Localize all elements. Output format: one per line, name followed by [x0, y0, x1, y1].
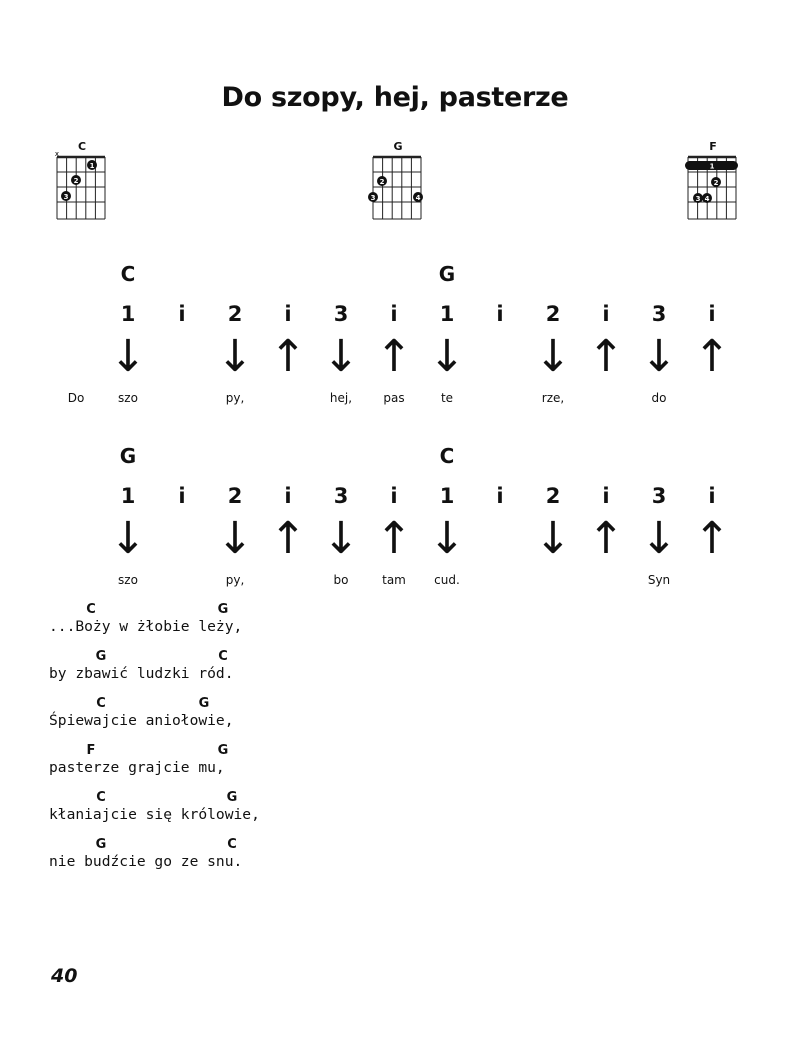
verse-text: by zbawić ludzki ród. — [49, 665, 234, 682]
down-arrow-icon: ↓ — [640, 513, 678, 564]
lyric-syllable: pas — [383, 391, 405, 405]
svg-text:4: 4 — [704, 195, 710, 203]
verse-chord: C — [227, 837, 237, 852]
beat-count: i — [390, 484, 398, 508]
lyric-syllable: te — [440, 391, 454, 405]
beat-count: i — [284, 302, 292, 326]
down-arrow-icon: ↓ — [109, 331, 147, 382]
beat-count: i — [496, 302, 504, 326]
verse-chord: G — [226, 790, 238, 805]
beat-count: i — [602, 484, 610, 508]
beat-count: 2 — [545, 302, 561, 326]
down-arrow-icon: ↓ — [216, 331, 254, 382]
beat-count: 3 — [651, 302, 667, 326]
verse-text: kłaniajcie się królowie, — [49, 806, 260, 823]
up-arrow-icon: ↑ — [269, 513, 307, 564]
up-arrow-icon: ↑ — [375, 331, 413, 382]
strum-chord: G — [438, 262, 456, 286]
verse-chord: C — [96, 790, 106, 805]
up-arrow-icon: ↑ — [587, 513, 625, 564]
strum-chord: G — [119, 444, 137, 468]
verse-chord: C — [218, 649, 228, 664]
down-arrow-icon: ↓ — [534, 513, 572, 564]
verse-text: ...Boży w żłobie leży, — [49, 618, 243, 635]
beat-count: 3 — [333, 302, 349, 326]
up-arrow-icon: ↑ — [269, 331, 307, 382]
chord-diagram-c — [52, 140, 112, 226]
up-arrow-icon: ↑ — [693, 331, 731, 382]
lyric-syllable: do — [651, 391, 667, 405]
page-number: 40 — [51, 965, 78, 987]
beat-count: i — [708, 484, 716, 508]
beat-count: 2 — [545, 484, 561, 508]
lyric-syllable: hej, — [329, 391, 353, 405]
verse-chord: C — [96, 696, 106, 711]
beat-count: i — [390, 302, 398, 326]
lyric-syllable: py, — [225, 391, 245, 405]
beat-count: 3 — [333, 484, 349, 508]
up-arrow-icon: ↑ — [587, 331, 625, 382]
verse-chord: F — [86, 743, 96, 758]
svg-text:2: 2 — [73, 177, 79, 185]
chord-diagram-g — [368, 140, 428, 226]
chord-diagram-name: G — [393, 140, 403, 153]
verse-text: Śpiewajcie aniołowie, — [49, 712, 234, 729]
beat-count: 2 — [227, 302, 243, 326]
beat-count: i — [708, 302, 716, 326]
strum-block-2 — [0, 440, 800, 600]
svg-text:3: 3 — [63, 193, 69, 201]
lyric-syllable: rze, — [541, 391, 565, 405]
verse-chord: G — [198, 696, 210, 711]
song-title: Do szopy, hej, pasterze — [221, 82, 569, 113]
lyric-syllable: bo — [333, 573, 349, 587]
down-arrow-icon: ↓ — [534, 331, 572, 382]
down-arrow-icon: ↓ — [322, 513, 360, 564]
svg-text:2: 2 — [379, 178, 385, 186]
svg-text:3: 3 — [695, 195, 701, 203]
strum-chord: C — [439, 444, 455, 468]
verse-chord: G — [95, 837, 107, 852]
strum-block-1 — [0, 258, 800, 418]
up-arrow-icon: ↑ — [693, 513, 731, 564]
verse-chord: G — [95, 649, 107, 664]
lyric-syllable: tam — [382, 573, 406, 587]
up-arrow-icon: ↑ — [375, 513, 413, 564]
svg-text:1: 1 — [89, 162, 95, 170]
beat-count: 1 — [439, 484, 455, 508]
chord-diagram-name: F — [709, 140, 717, 153]
beat-count: i — [496, 484, 504, 508]
svg-text:3: 3 — [370, 194, 376, 202]
lyric-syllable: cud. — [434, 573, 460, 587]
lyric-syllable: szo — [118, 391, 138, 405]
chord-diagram-name: C — [77, 140, 87, 153]
beat-count: 3 — [651, 484, 667, 508]
beat-count: 1 — [439, 302, 455, 326]
beat-count: i — [602, 302, 610, 326]
verse-chord: C — [86, 602, 96, 617]
lyric-syllable: Syn — [647, 573, 671, 587]
lyric-syllable: Do — [67, 391, 85, 405]
down-arrow-icon: ↓ — [428, 331, 466, 382]
lyric-syllable: py, — [225, 573, 245, 587]
down-arrow-icon: ↓ — [322, 331, 360, 382]
verse-chord: G — [217, 743, 229, 758]
svg-text:x: x — [54, 150, 60, 158]
down-arrow-icon: ↓ — [216, 513, 254, 564]
verse-text: pasterze grajcie mu, — [49, 759, 225, 776]
strum-chord: C — [120, 262, 136, 286]
down-arrow-icon: ↓ — [109, 513, 147, 564]
beat-count: 2 — [227, 484, 243, 508]
beat-count: 1 — [120, 302, 136, 326]
lyric-syllable: szo — [118, 573, 138, 587]
down-arrow-icon: ↓ — [428, 513, 466, 564]
verse-text: nie budźcie go ze snu. — [49, 853, 243, 870]
chord-diagram-f — [683, 140, 743, 226]
beat-count: i — [178, 302, 186, 326]
beat-count: i — [284, 484, 292, 508]
beat-count: 1 — [120, 484, 136, 508]
verse-chord: G — [217, 602, 229, 617]
beat-count: i — [178, 484, 186, 508]
svg-text:4: 4 — [415, 194, 421, 202]
down-arrow-icon: ↓ — [640, 331, 678, 382]
svg-text:2: 2 — [713, 179, 719, 187]
svg-text:1: 1 — [709, 162, 715, 171]
